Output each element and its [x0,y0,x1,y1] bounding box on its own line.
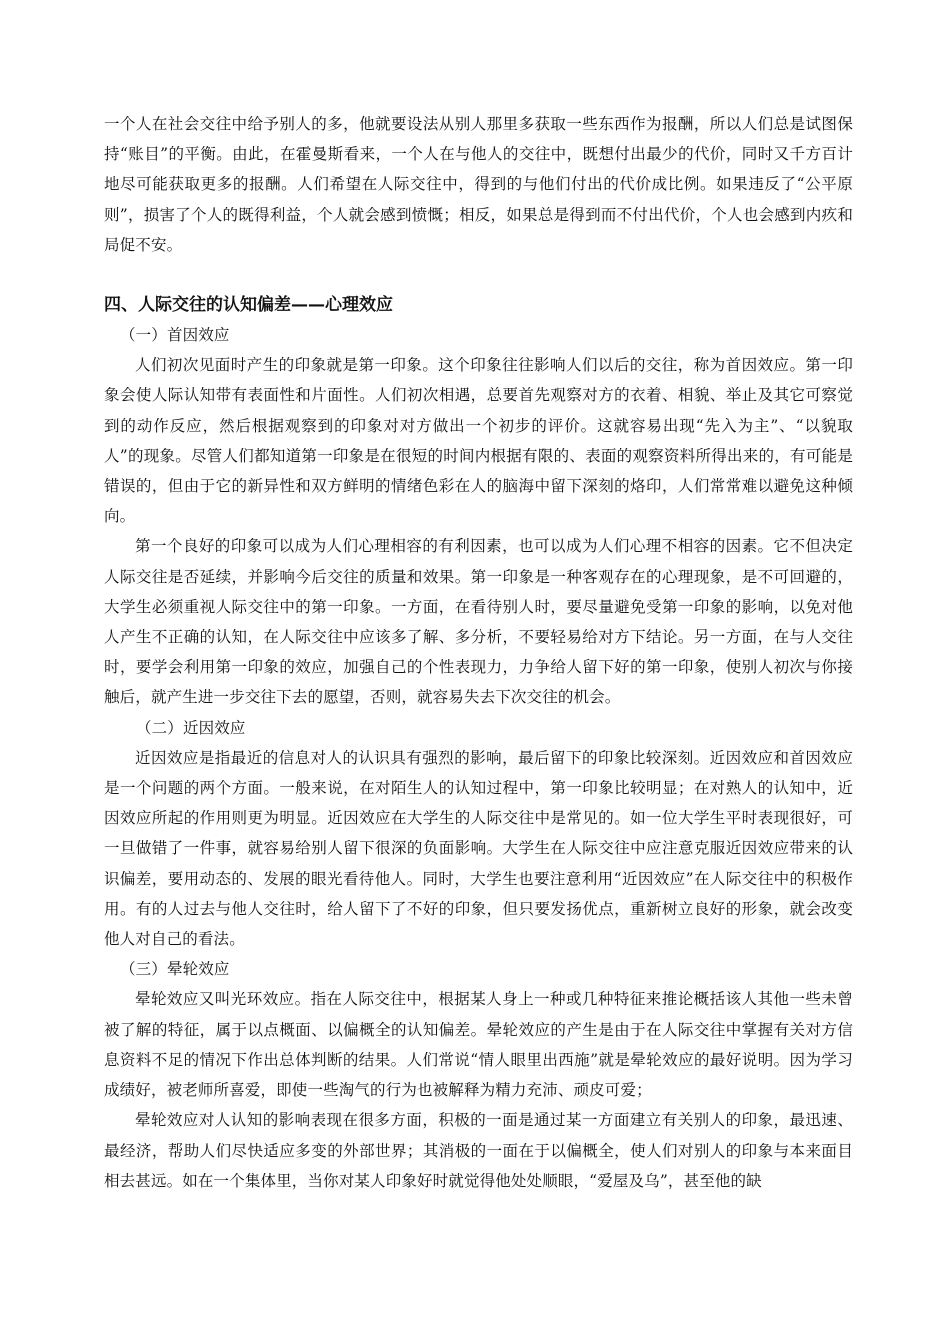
paragraph-recency: 近因效应是指最近的信息对人的认识具有强烈的影响，最后留下的印象比较深刻。近因效应和首因效应是一个问题的两个方面。一般来说，在对陌生人的认知过程中，第一印象比较明显；在对熟人的认知中，近因效应所起的作用则更为明显。近因效应在大学生的人际交往中是常见的。如一位大学生平时表现很好，可一旦做错了一件事，就容易给别人留下很深的负面影响。大学生在人际交往中应注意克服近因效应带来的认识偏差，要用动态的、发展的眼光看待他人。同时，大学生也要注意利用“近因效应”在人际交往中的积极作用。有的人过去与他人交往时，给人留下了不好的印象，但只要发扬优点，重新树立良好的形象，就会改变他人对自己的看法。 [104,748,853,949]
paragraph-intro: 一个人在社会交往中给予别人的多，他就要设法从别人那里多获取一些东西作为报酬，所以人们总是试图保持“账目”的平衡。由此，在霍曼斯看来，一个人在与他人的交往中，既想付出最少的代价，同时又千方百计地尽可能获取更多的报酬。人们希望在人际交往中，得到的与他们付出的代价成比例。如果违反了“公平原则”，损害了个人的既得利益，个人就会感到愤慨；相反，如果总是得到而不付出代价，个人也会感到内疚和局促不安。 [104,115,853,254]
document-body [104,109,853,1196]
paragraph-halo-1: 晕轮效应又叫光环效应。指在人际交往中，根据某人身上一种或几种特征来推论概括该人其他一些未曾被了解的特征，属于以点概面、以偏概全的认知偏差。晕轮效应的产生是由于在人际交往中掌握有关对方信息资料不足的情况下作出总体判断的结果。人们常说“情人眼里出西施”就是晕轮效应的最好说明。因为学习成绩好，被老师所喜爱，即使一些淘气的行为也被解释为精力充沛、顽皮可爱； [104,990,853,1100]
section-heading: 四、人际交往的认知偏差——心理效应 [104,295,393,316]
subheading-primacy-effect: （一）首因效应 [120,326,230,345]
subheading-halo-effect: （三）晕轮效应 [120,960,230,979]
paragraph-primacy-1: 人们初次见面时产生的印象就是第一印象。这个印象往往影响人们以后的交往，称为首因效应。第一印象会使人际认知带有表面性和片面性。人们初次相遇，总要首先观察对方的衣着、相貌、举止及其它可察觉到的动作反应，然后根据观察到的印象对对方做出一个初步的评价。这就容易出现“先入为主”、“以貌取人”的现象。尽管人们都知道第一印象是在很短的时间内根据有限的、表面的观察资料所得出来的，有可能是错误的，但由于它的新异性和双方鲜明的情绪色彩在人的脑海中留下深刻的烙印，人们常常难以避免这种倾向。 [104,356,853,526]
paragraph-primacy-2: 第一个良好的印象可以成为人们心理相容的有利因素，也可以成为人们心理不相容的因素。它不但决定人际交往是否延续，并影响今后交往的质量和效果。第一印象是一种客观存在的心理现象，是不可回避的，大学生必须重视人际交往中的第一印象。一方面，在看待别人时，要尽量避免受第一印象的影响，以免对他人产生不正确的认知，在人际交往中应该多了解、多分析，不要轻易给对方下结论。另一方面，在与人交往时，要学会利用第一印象的效应，加强自己的个性表现力，力争给人留下好的第一印象，使别人初次与你接触后，就产生进一步交往下去的愿望，否则，就容易失去下次交往的机会。 [104,537,853,707]
paragraph-halo-2: 晕轮效应对人认知的影响表现在很多方面，积极的一面是通过某一方面建立有关别人的印象，最迅速、最经济，帮助人们尽快适应多变的外部世界；其消极的一面在于以偏概全，使人们对别人的印象与本来面目相去甚远。如在一个集体里，当你对某人印象好时就觉得他处处顺眼，“爱屋及乌”，甚至他的缺 [104,1111,853,1190]
subheading-recency-effect: （二）近因效应 [136,718,246,737]
